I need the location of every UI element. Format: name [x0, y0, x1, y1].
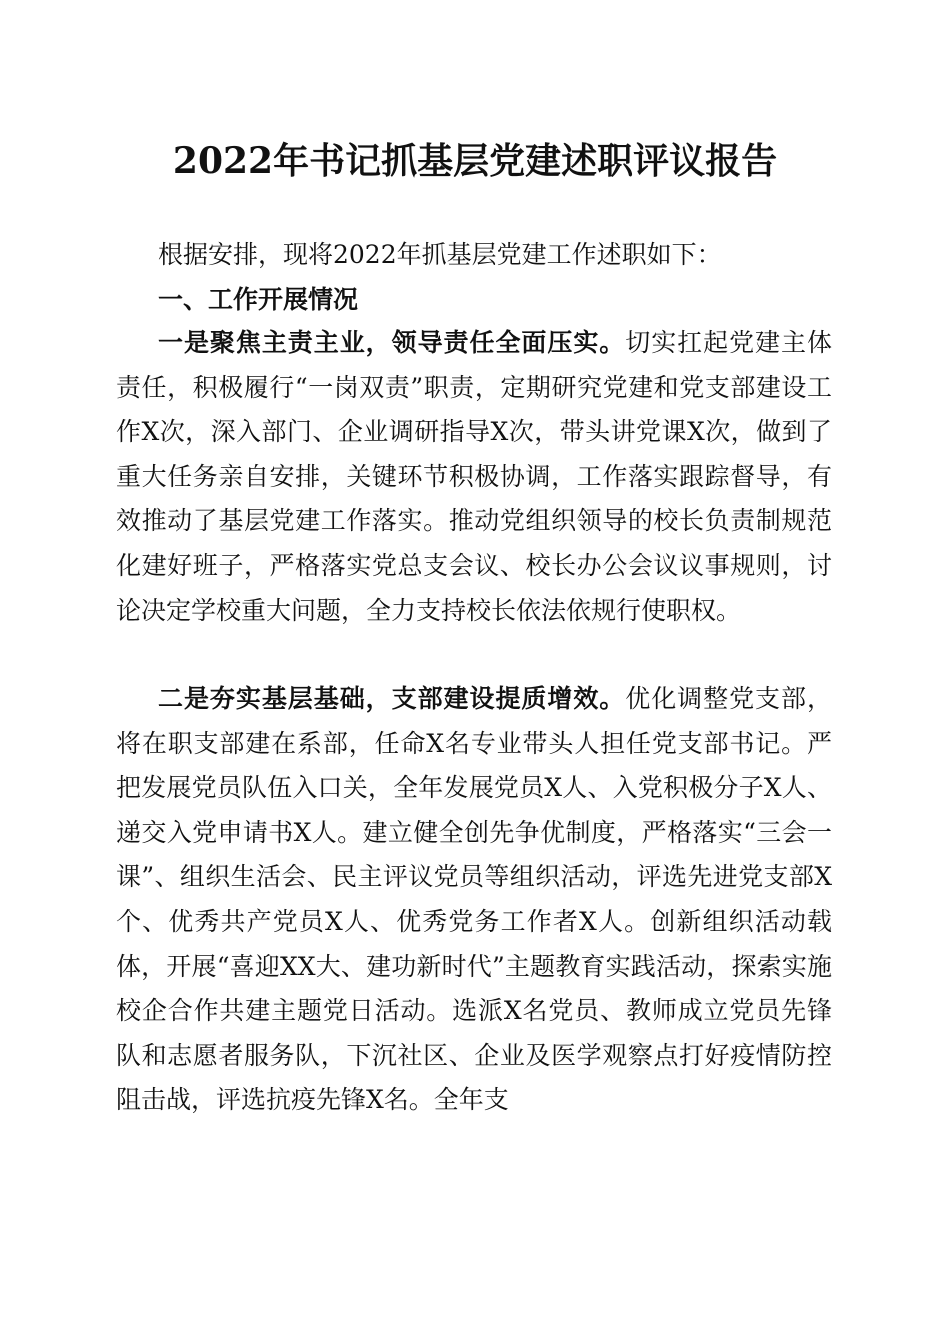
section-heading: 一、工作开展情况: [158, 285, 359, 314]
body-paragraph-1: [116, 321, 832, 633]
paragraph-lead: 一是聚焦主责主业，领导责任全面压实。: [158, 328, 626, 357]
paragraph-text: 切实扛起党建主体责任，积极履行“一岗双责”职责，定期研究党建和党支部建设工作X次，深入部门、企业调研指导X次，带头讲党课X次，做到了重大任务亲自安排，关键环节积极协调，工作落实跟踪督导，有效推动了基层党建工作落实。推动党组织领导的校长负责制规范化建好班子，严格落实党总支会议、校长办公会议议事规则，讨论决定学校重大问题，全力支持校长依法依规行使职权。: [116, 328, 832, 625]
intro-paragraph: 根据安排，现将2022年抓基层党建工作述职如下：: [158, 240, 722, 269]
body-paragraph-2: [116, 677, 832, 1123]
paragraph-lead: 二是夯实基层基础，支部建设提质增效。: [158, 684, 626, 713]
paragraph-text: 优化调整党支部，将在职支部建在系部，任命X名专业带头人担任党支部书记。严把发展党员队伍入口关，全年发展党员X人、入党积极分子X人、递交入党申请书X人。建立健全创先争优制度，严格落实“三会一课”、组织生活会、民主评议党员等组织活动，评选先进党支部X个、优秀共产党员X人、优秀党务工作者X人。创新组织活动载体，开展“喜迎XX大、建功新时代”主题教育实践活动，探索实施校企合作共建主题党日活动。选派X名党员、教师成立党员先锋队和志愿者服务队，下沉社区、企业及医学观察点打好疫情防控阻击战，评选抗疫先锋X名。全年支: [116, 684, 832, 1115]
document-title: 2022年书记抓基层党建述职评议报告: [172, 140, 778, 182]
